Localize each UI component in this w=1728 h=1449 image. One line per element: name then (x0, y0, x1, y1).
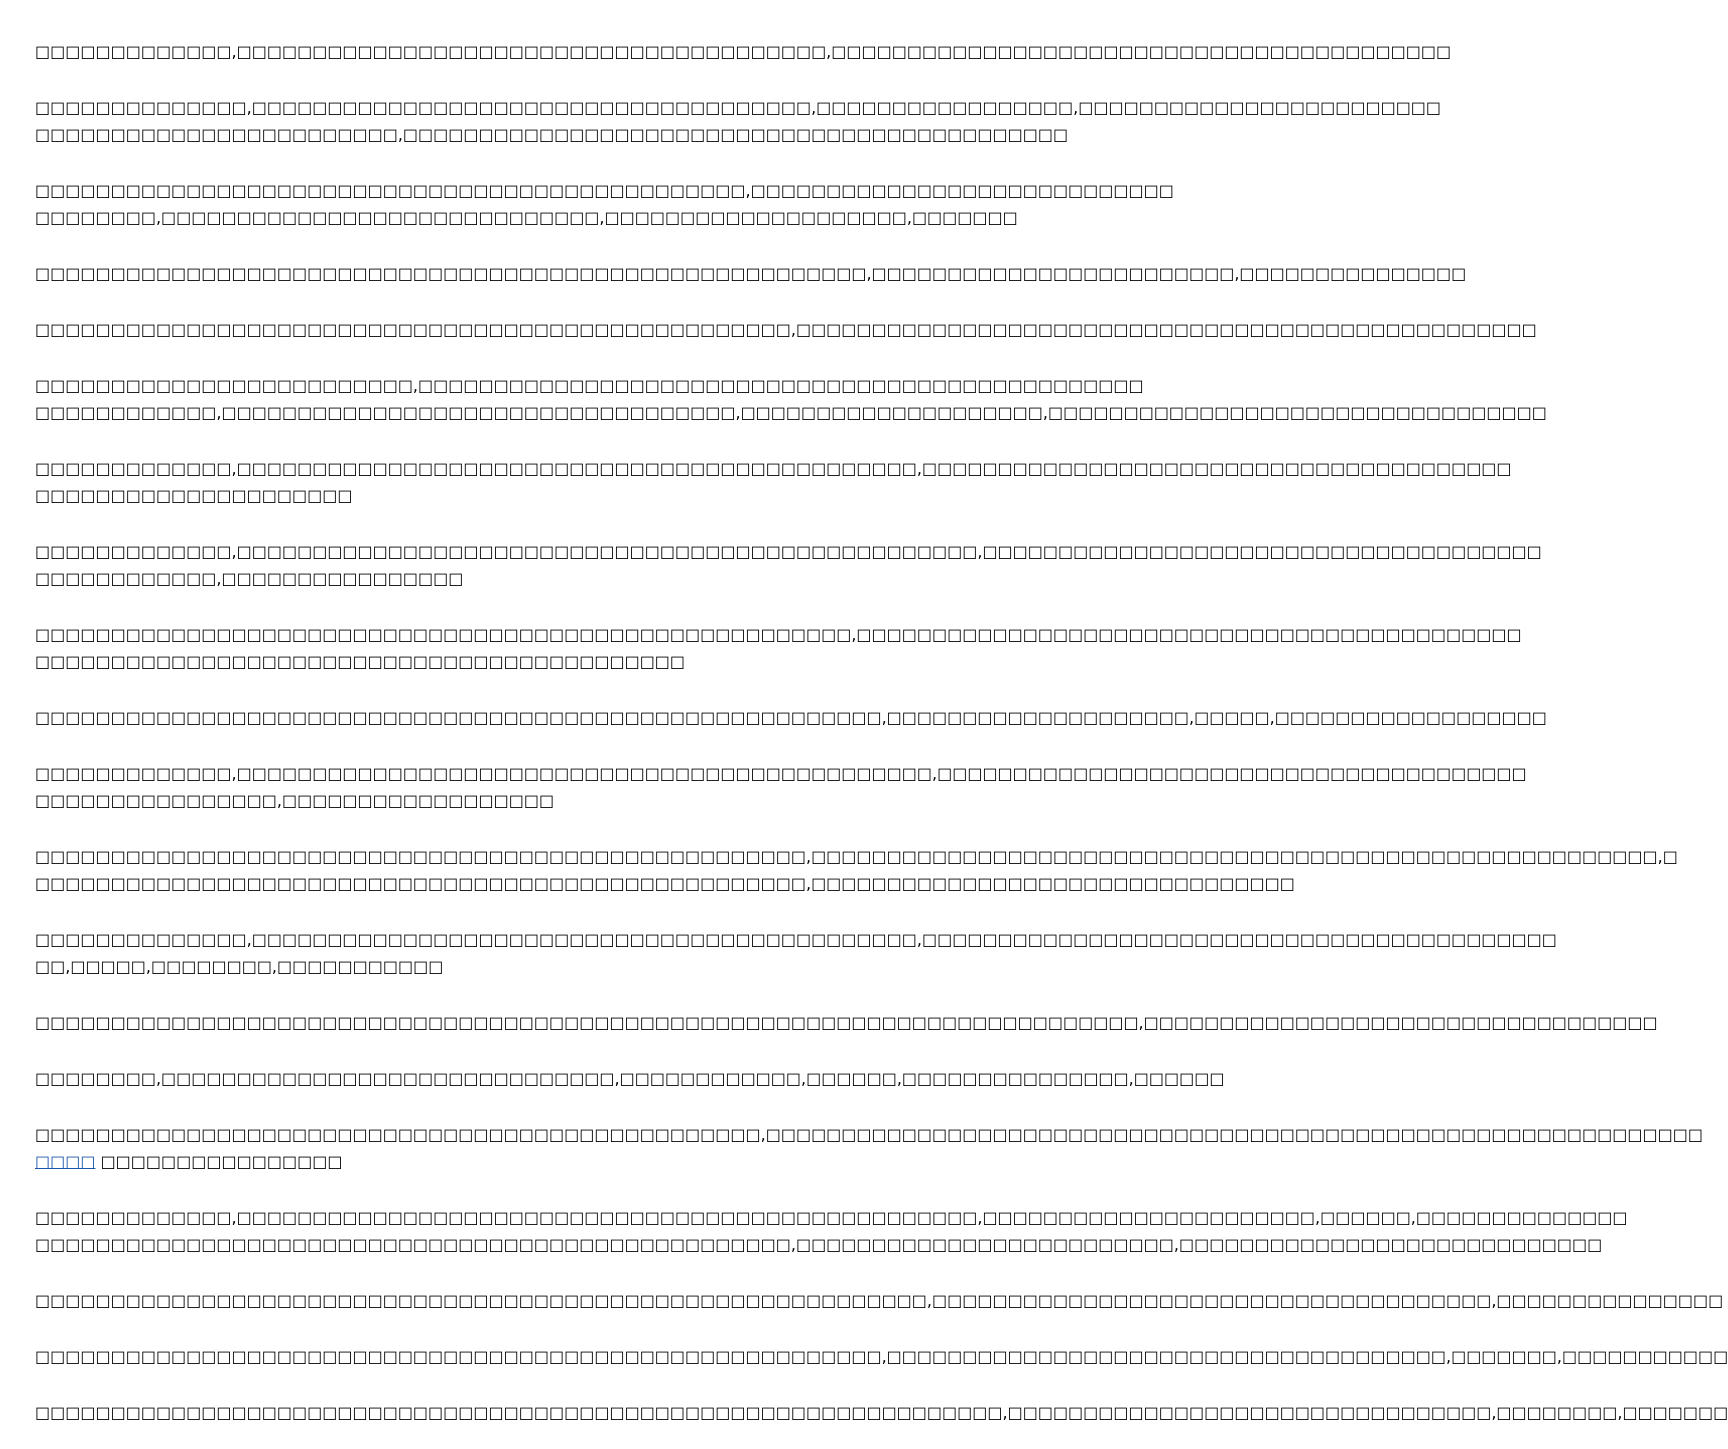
paragraph-line: □□□□□□□□,□□□□□□□□□□□□□□□□□□□□□□□□□□□□□,□□□□□□□□□□□□□□□□□□□□,□□□□□□□ (35, 208, 1018, 227)
paragraph-19 (35, 1343, 1728, 1370)
paragraph-line: □□□□□□□□□□□□□□,□□□□□□□□□□□□□□□□□□□□□□□□□□□□□□□□□□□□□,□□□□□□□□□□□□□□□□□,□□□□□□□□□□□□□□□□□□□□□□□□ (35, 98, 1442, 117)
paragraph-line: □□□□□□□□,□□□□□□□□□□□□□□□□□□□□□□□□□□□□□□,□□□□□□□□□□□□,□□□□□□,□□□□□□□□□□□□□□□,□□□□□□ (35, 1069, 1225, 1088)
paragraph-line: □□,□□□□□,□□□□□□□□,□□□□□□□□□□□ (35, 957, 444, 976)
paragraph-20 (35, 1399, 1728, 1426)
paragraph-2 (35, 94, 1442, 148)
paragraph-line: □□□□□□□□□□□□□□□□□□□□□□□□□□□□□□□□□□□□□□□□□□□□□□□□□□□□□□,□□□□□□□□□□□□□□□□□□□□□□□□□□□□□□□□□□□□□□□□□□□□ (35, 625, 1522, 644)
paragraph-5 (35, 316, 1537, 343)
paragraph-line: □□□□□□□□□□□□□,□□□□□□□□□□□□□□□□□□□□□□□□□□□□□□□□□□□□□□□□□□□□□□□□□,□□□□□□□□□□□□□□□□□□□□□□,□□□□□□,□□□□□□□□□□□□□□ (35, 1208, 1628, 1227)
paragraph-line: □□□□□□□□□□□□□□□□□□□□□□□□□□□□□□□□□□□□□□□□□□□□□□□,□□□□□□□□□□□□□□□□□□□□□□□□□□□□ (35, 181, 1174, 200)
paragraph-line: □□□□□□□□□□□□□□□□□□□□□□□□□□□□□□□□□□□□□□□□□□□□□□□□□□,□□□□□□□□□□□□□□□□□□□□□□□□□,□□□□□□□□□□□□□□□□□□□□□□□□□□□□ (35, 1235, 1603, 1254)
paragraph-16 (35, 1121, 1703, 1175)
paragraph-line: □□□□□□□□□□□□□□□□□□□□□□□□,□□□□□□□□□□□□□□□□□□□□□□□□□□□□□□□□□□□□□□□□□□□□ (35, 125, 1069, 144)
paragraph-line: □□□□□□□□□□□□□,□□□□□□□□□□□□□□□□□□□□□□□□□□□□□□□□□□□□□□□□□□□□□□,□□□□□□□□□□□□□□□□□□□□□□□□□□□□□□□□□□□□□□□ (35, 764, 1527, 783)
paragraph-line: □□□□□□□□□□□□,□□□□□□□□□□□□□□□□□□□□□□□□□□□□□□□□□□,□□□□□□□□□□□□□□□□□□□□,□□□□□□□□□□□□□□□□□□□□□□□□□□□□□□□□□ (35, 403, 1547, 422)
paragraph-line: □□□□□□□□□□□□,□□□□□□□□□□□□□□□□ (35, 569, 464, 588)
paragraph-9 (35, 621, 1522, 675)
paragraph-line: □□□□□□□□□□□□□□,□□□□□□□□□□□□□□□□□□□□□□□□□□□□□□□□□□□□□□□□□□□□,□□□□□□□□□□□□□□□□□□□□□□□□□□□□□□□□□□□□□□□□□□ (35, 930, 1557, 949)
paragraph-14 (35, 1009, 1658, 1036)
paragraph-18 (35, 1287, 1724, 1314)
paragraph-line: □□□□□□□□□□□□□□□□□□□□□□□□□□□□□□□□□□□□□□□□□□□□□□□□□□,□□□□□□□□□□□□□□□□□□□□□□□□□□□□□□□□□□□□□□□□□□□□□□□□□ (35, 320, 1537, 339)
paragraph-8 (35, 538, 1542, 592)
paragraph-4 (35, 260, 1467, 287)
paragraph-line: □□□□□□□□□□□□□□□□□□□□□□□□□□□□□□□□□□□□□□□□□□□□□□□□□□□□□□□□□□□□□□□□,□□□□□□□□□□□□□□□□□□□□□□□□□□□□□□□□,□□□□□□□□,□□□□□□□ (35, 1403, 1728, 1422)
paragraph-13 (35, 926, 1557, 980)
paragraph-line: □□□□□□□□□□□□□□□□□□□□□□□□□□□□□□□□□□□□□□□□□□□□□□□□,□□□□□□□□□□□□□□□□□□□□□□□□□□□□□□□□□□□□□□□□□□□□□□□□□□□□□□□□□□□□□□ (35, 1125, 1703, 1144)
paragraph-15 (35, 1065, 1225, 1092)
inline-link[interactable]: □□□□ (35, 1152, 96, 1171)
paragraph-line: □□□□□□□□□□□□□,□□□□□□□□□□□□□□□□□□□□□□□□□□□□□□□□□□□□□□□,□□□□□□□□□□□□□□□□□□□□□□□□□□□□□□□□□□□□□□□□□ (35, 42, 1452, 61)
link-trailing-text: □□□□□□□□□□□□□□□□ (100, 1152, 343, 1171)
paragraph-17 (35, 1204, 1628, 1258)
paragraph-line: □□□□□□□□□□□□□,□□□□□□□□□□□□□□□□□□□□□□□□□□□□□□□□□□□□□□□□□□□□□□□□□,□□□□□□□□□□□□□□□□□□□□□□□□□□□□□□□□□□□□□ (35, 542, 1542, 561)
paragraph-7 (35, 455, 1512, 509)
paragraph-line: □□□□□□□□□□□□□□□□□□□□□□□□□□□□□□□□□□□□□□□□□□□□□□□□□□□□□□□□,□□□□□□□□□□□□□□□□□□□□□□□□□□□□□□□□□□□□□,□□□□□□□,□□□□□□□□□□□ (35, 1347, 1728, 1366)
paragraph-11 (35, 760, 1527, 814)
paragraph-line: □□□□□□□□□□□□□□□□□□□□□□□□□□□□□□□□□□□□□□□□□□□□□□□□□□□□□□□□,□□□□□□□□□□□□□□□□□□□□,□□□□□,□□□□□□□□□□□□□□□□□□ (35, 708, 1547, 727)
paragraph-10 (35, 704, 1547, 731)
paragraph-line-with-link (35, 1148, 990, 1175)
paragraph-line: □□□□□□□□□□□□□□□□□□□□□□□□□□□□□□□□□□□□□□□□□□□□□□□□□□□□□□□□□□□,□□□□□□□□□□□□□□□□□□□□□□□□□□□□□□□□□□□□□,□□□□□□□□□□□□□□□ (35, 1291, 1724, 1310)
paragraph-line: □□□□□□□□□□□□□,□□□□□□□□□□□□□□□□□□□□□□□□□□□□□□□□□□□□□□□□□□□□□,□□□□□□□□□□□□□□□□□□□□□□□□□□□□□□□□□□□□□□□ (35, 459, 1512, 478)
paragraph-line: □□□□□□□□□□□□□□□□□□□□□□□□□□□□□□□□□□□□□□□□□□□ (35, 652, 686, 671)
document-page (35, 38, 1728, 1438)
paragraph-6 (35, 372, 1547, 426)
paragraph-line: □□□□□□□□□□□□□□□□□□□□□□□□□□□□□□□□□□□□□□□□□□□□□□□□□□□□□□□□□□□□□□□□□□□□□□□□□,□□□□□□□□□□□□□□□□□□□□□□□□□□□□□□□□□□ (35, 1013, 1658, 1032)
paragraph-line: □□□□□□□□□□□□□□□□□□□□□□□□□□□□□□□□□□□□□□□□□□□□□□□□□□□□□□□,□□□□□□□□□□□□□□□□□□□□□□□□,□□□□□□□□□□□□□□□ (35, 264, 1467, 283)
paragraph-line: □□□□□□□□□□□□□□□□□□□□□□□□□□□□□□□□□□□□□□□□□□□□□□□□□□□,□□□□□□□□□□□□□□□□□□□□□□□□□□□□□□□□ (35, 874, 1295, 893)
paragraph-line: □□□□□□□□□□□□□□□□,□□□□□□□□□□□□□□□□□□ (35, 791, 555, 810)
paragraph-line: □□□□□□□□□□□□□□□□□□□□□□□□□□□□□□□□□□□□□□□□□□□□□□□□□□□,□□□□□□□□□□□□□□□□□□□□□□□□□□□□□□□□□□□□□□□□□□□□□□□□□□□□□□□□,□ (35, 847, 1678, 866)
paragraph-line: □□□□□□□□□□□□□□□□□□□□□□□□□,□□□□□□□□□□□□□□□□□□□□□□□□□□□□□□□□□□□□□□□□□□□□□□□□ (35, 376, 1144, 395)
paragraph-line: □□□□□□□□□□□□□□□□□□□□□ (35, 486, 353, 505)
paragraph-3 (35, 177, 1174, 231)
paragraph-1 (35, 38, 1452, 65)
paragraph-12 (35, 843, 1678, 897)
